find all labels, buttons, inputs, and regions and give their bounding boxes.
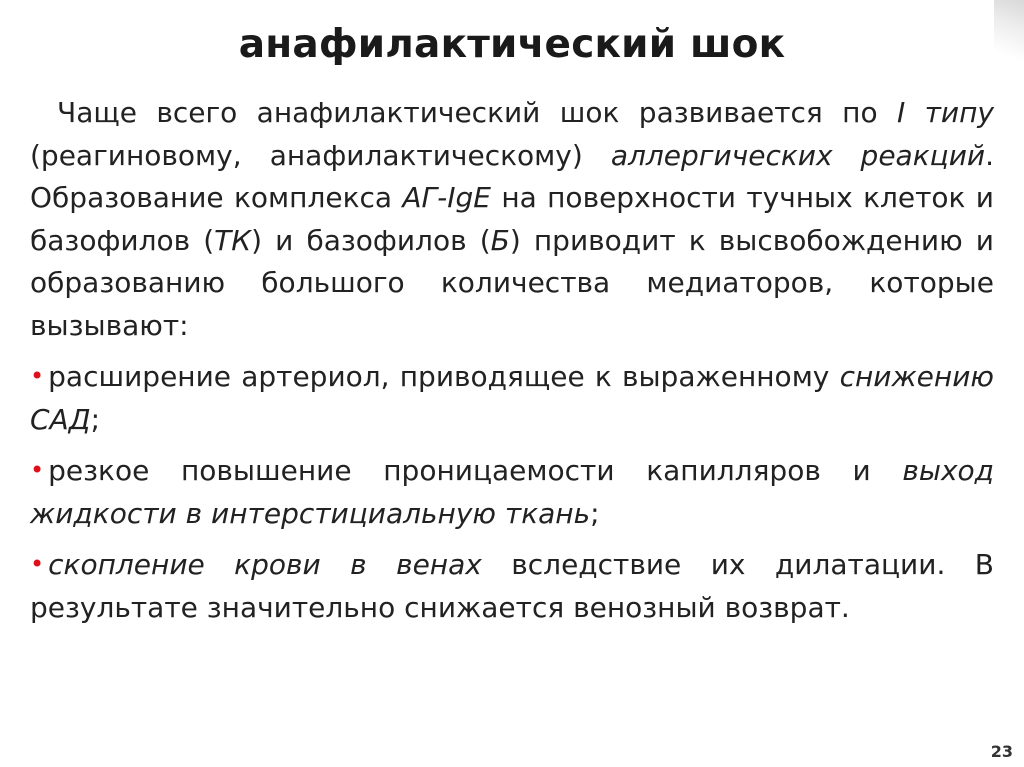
bullet-item-3 (30, 543, 994, 629)
intro-text-4: на поверхности тучных клеток и базофилов ( (30, 181, 994, 257)
bullet-2-italic: выход жидкости в интерстициальную ткань (30, 454, 994, 530)
bullet-item-2 (30, 449, 994, 535)
page-number: 23 (990, 742, 1013, 761)
intro-text-2: (реагиновому, анафилактическому) (30, 138, 611, 172)
intro-complex-italic: АГ-IgE (402, 181, 491, 214)
bullet-2-text: резкое повышение проницаемости капилляров и (48, 454, 903, 487)
bullet-item-1 (30, 355, 994, 441)
bullet-marker: • (30, 550, 45, 578)
intro-text-3: . Образование комплекса (30, 138, 994, 214)
intro-type-italic: I типу (896, 96, 995, 129)
bullet-1-italic: снижению САД (30, 360, 994, 436)
bullet-1-text: расширение артериол, приводящее к выраженному (48, 360, 840, 393)
bullet-marker: • (30, 456, 45, 484)
intro-text-6: ) приводит к высвобождению и образованию большого количества медиаторов, которые вызывают: (30, 223, 995, 342)
slide-title: анафилактический шок (238, 22, 786, 67)
slide-body (30, 92, 994, 637)
bullet-2-tail: ; (590, 496, 600, 530)
intro-text-5: ) и базофилов ( (251, 223, 491, 257)
bullet-3-italic: скопление крови в венах (48, 548, 482, 581)
bullet-1-tail: ; (90, 402, 101, 436)
intro-paragraph (30, 92, 994, 347)
intro-b-italic: Б (490, 223, 510, 257)
intro-text-1: Чаще всего анафилактический шок развивается по (57, 96, 878, 129)
bullet-marker: • (30, 362, 45, 390)
intro-tk-italic: ТК (214, 223, 252, 257)
intro-allergic-italic: аллергических реакций (610, 138, 986, 172)
bullet-3-text: вследствие их дилатации. В результате значительно снижается венозный возврат. (30, 548, 994, 624)
